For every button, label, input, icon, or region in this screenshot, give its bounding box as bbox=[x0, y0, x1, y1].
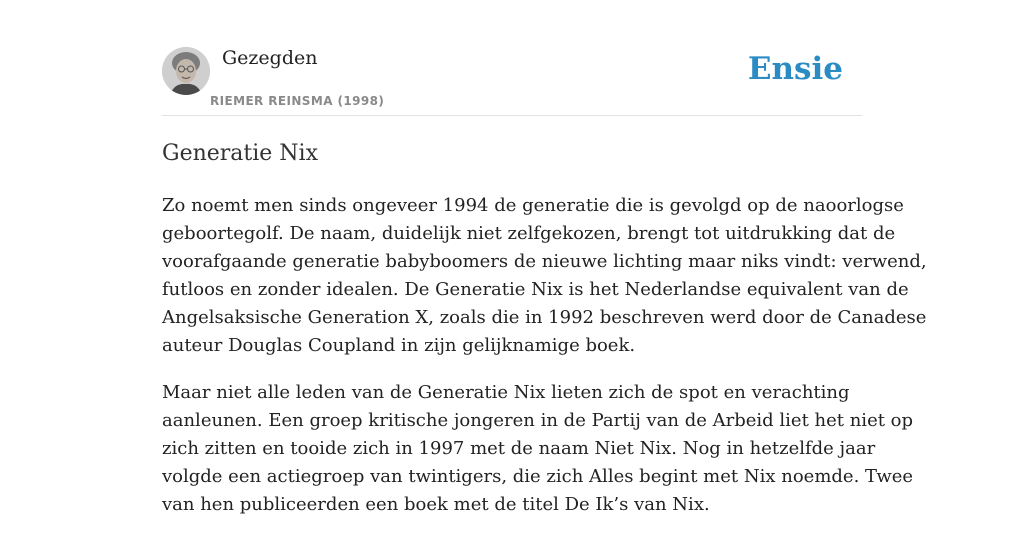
paragraph-line: Angelsaksische Generation X, zoals die in 1992 beschreven werd door de Canadese bbox=[162, 307, 927, 328]
paragraph-line: voorafgaande generatie babyboomers de nieuwe lichting maar niks vindt: verwend, bbox=[162, 251, 927, 272]
ensie-logo[interactable]: Ensie bbox=[747, 51, 843, 87]
paragraph-line: zich zitten en tooide zich in 1997 met de naam Niet Nix. Nog in hetzelfde jaar bbox=[162, 438, 876, 459]
entry-header bbox=[162, 0, 862, 116]
author-byline: RIEMER REINSMA (1998) bbox=[210, 94, 385, 108]
paragraph bbox=[162, 192, 927, 360]
page bbox=[162, 0, 927, 515]
paragraph-line: van hen publiceerden een boek met de titel De Ik’s van Nix. bbox=[162, 494, 710, 515]
paragraph-line: volgde een actiegroep van twintigers, die zich Alles begint met Nix noemde. Twee bbox=[162, 466, 914, 487]
paragraph-line: geboortegolf. De naam, duidelijk niet zelfgekozen, brengt tot uitdrukking dat de bbox=[162, 223, 896, 244]
paragraph-line: auteur Douglas Coupland in zijn gelijknamige boek. bbox=[162, 335, 636, 356]
paragraph-line: futloos en zonder idealen. De Generatie Nix is het Nederlandse equivalent van de bbox=[162, 279, 909, 300]
source-title[interactable]: Gezegden bbox=[222, 47, 318, 69]
paragraph-line: aanleunen. Een groep kritische jongeren in de Partij van de Arbeid liet het niet op bbox=[162, 410, 914, 431]
paragraph-line: Zo noemt men sinds ongeveer 1994 de generatie die is gevolgd op de naoorlogse bbox=[162, 195, 904, 216]
paragraph-line: Maar niet alle leden van de Generatie Nix lieten zich de spot en verachting bbox=[162, 382, 850, 403]
paragraph bbox=[162, 379, 914, 519]
author-avatar[interactable] bbox=[162, 47, 210, 95]
author-portrait-icon bbox=[162, 47, 210, 95]
entry-body bbox=[162, 192, 927, 538]
entry-title: Generatie Nix bbox=[162, 141, 318, 166]
